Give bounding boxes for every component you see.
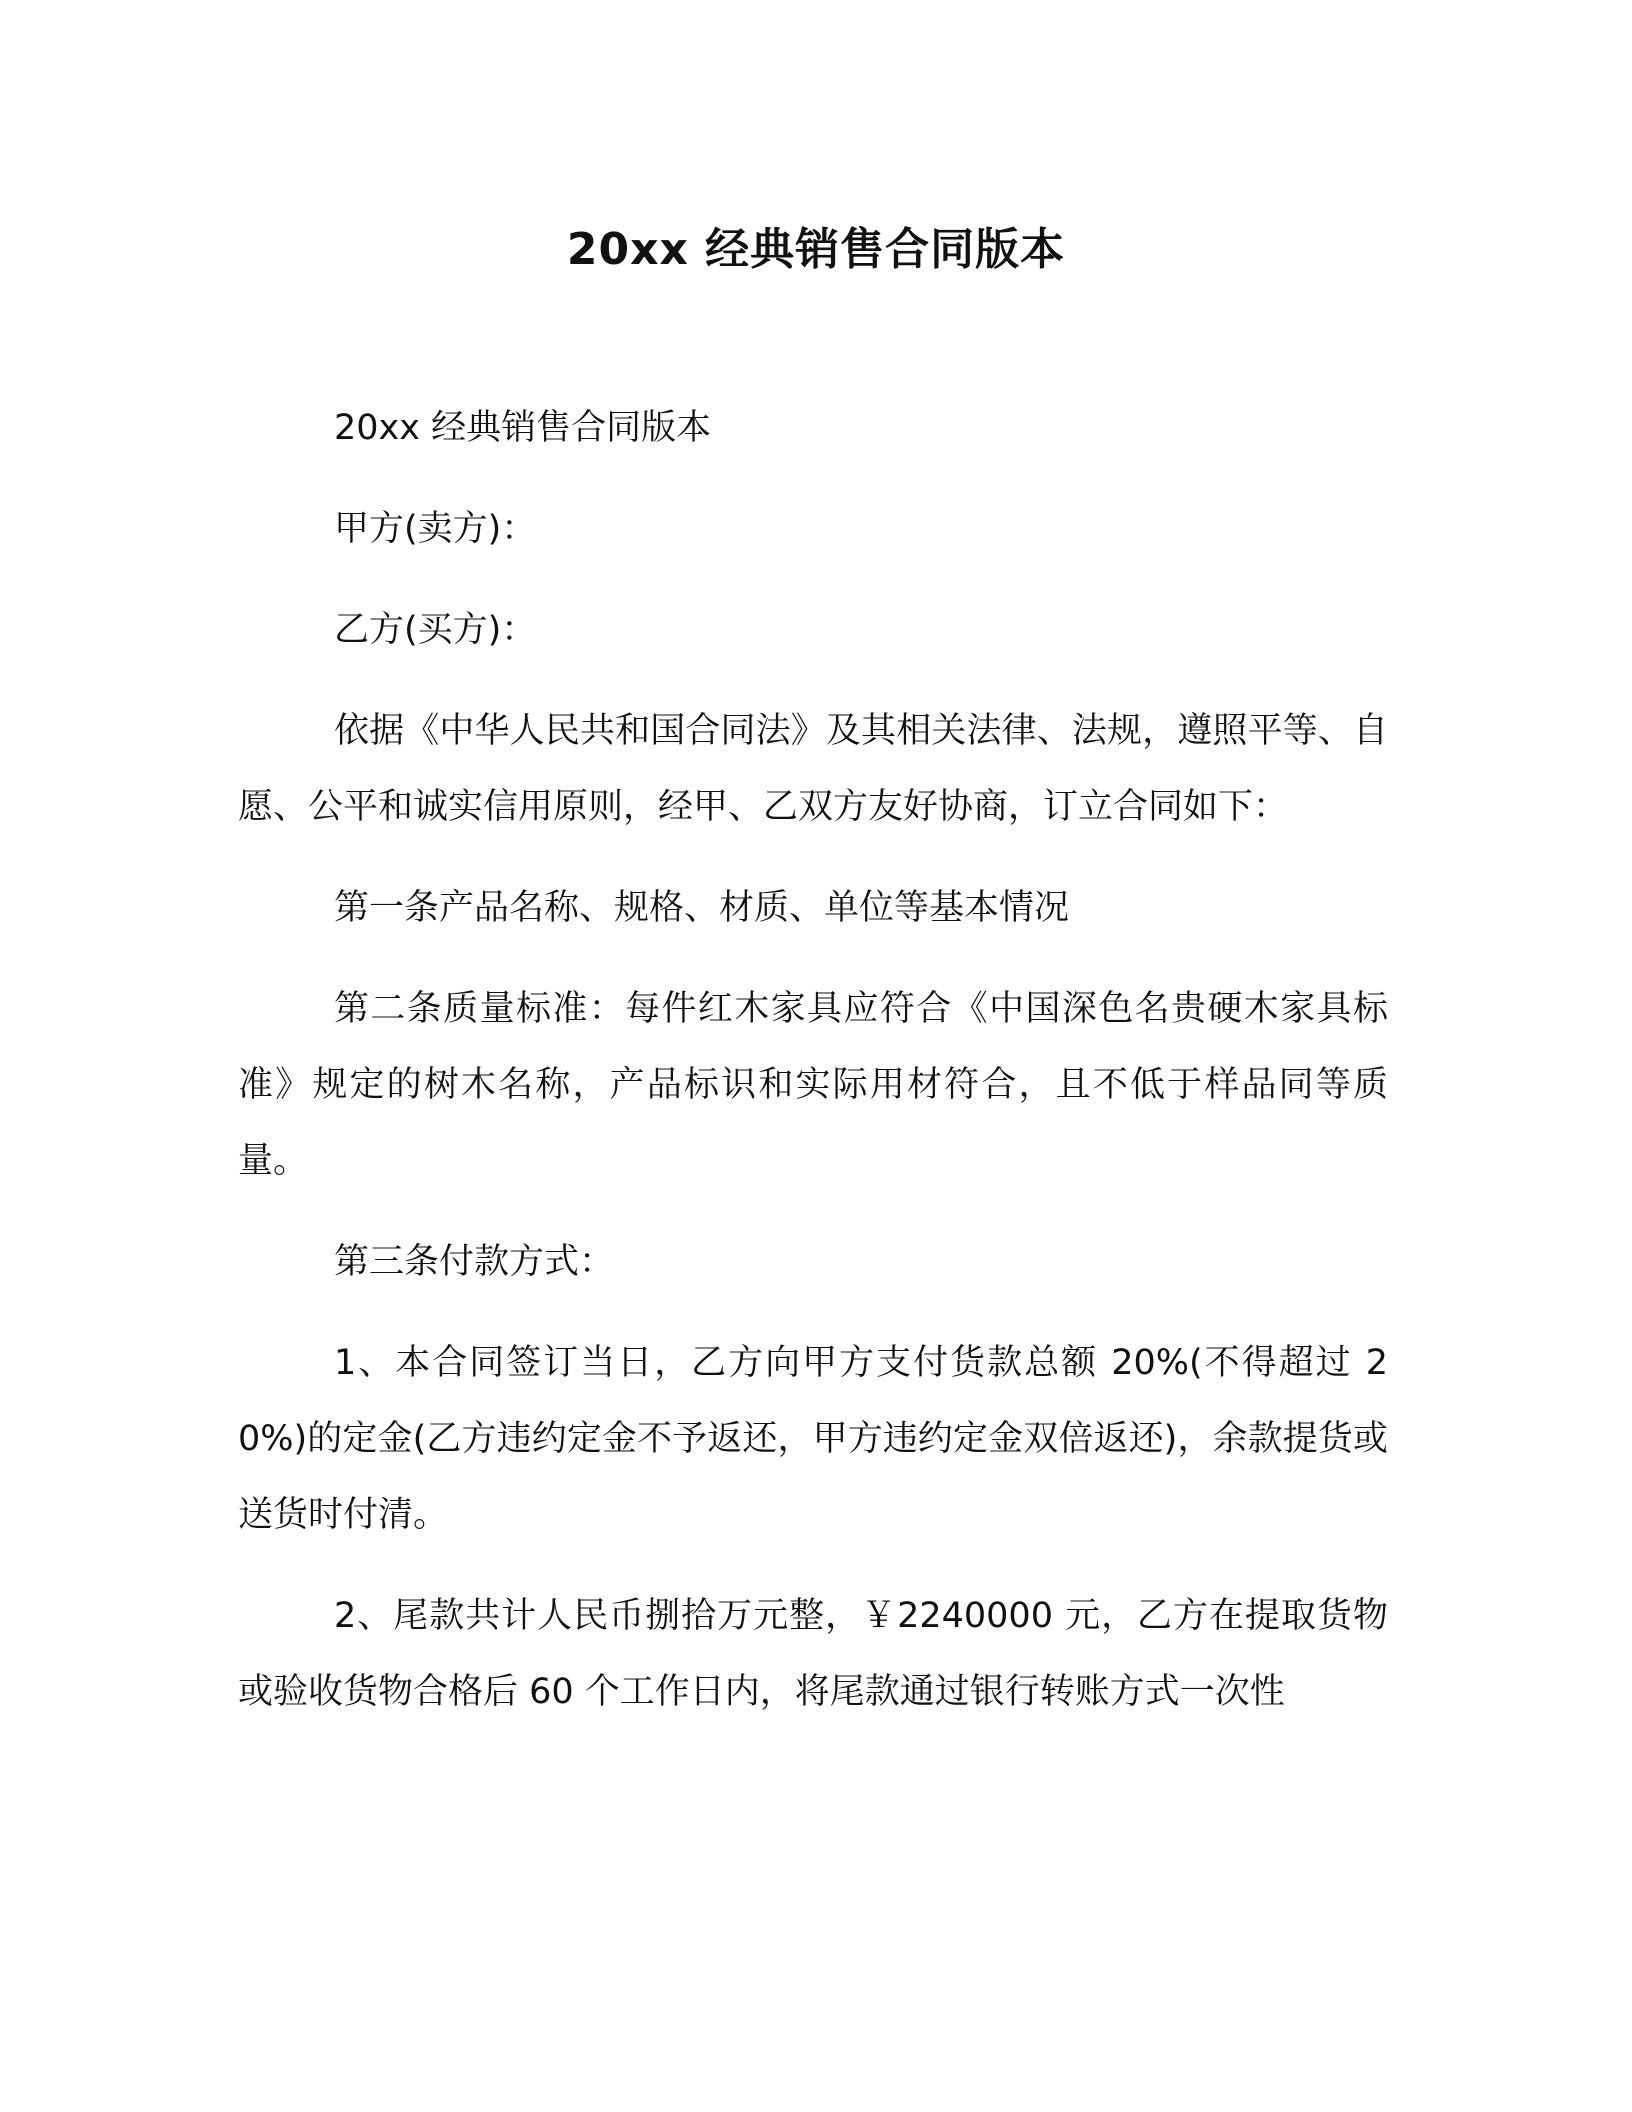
preamble-paragraph: 依据《中华人民共和国合同法》及其相关法律、法规，遵照平等、自愿、公平和诚实信用原则，经甲、乙双方友好协商，订立合同如下： xyxy=(238,711,1388,827)
document-title: 20xx 经典销售合同版本 xyxy=(566,224,1066,275)
payment-clause-2: 2、尾款共计人民币捌拾万元整，￥2240000 元，乙方在提取货物或验收货物合格后 60 个工作日内，将尾款通过银行转账方式一次性 xyxy=(238,1596,1388,1712)
article-1-paragraph: 第一条产品名称、规格、材质、单位等基本情况 xyxy=(334,888,1070,928)
party-b-line: 乙方(买方)： xyxy=(334,610,537,650)
article-3-heading: 第三条付款方式： xyxy=(334,1242,615,1282)
payment-clause-1: 1、本合同签订当日，乙方向甲方支付货款总额 20%(不得超过 20%)的定金(乙方违约定金不予返还，甲方违约定金双倍返还)，余款提货或送货时付清。 xyxy=(238,1343,1388,1535)
article-2-paragraph: 第二条质量标准：每件红木家具应符合《中国深色名贵硬木家具标准》规定的树木名称，产品标识和实际用材符合，且不低于样品同等质量。 xyxy=(238,989,1388,1181)
document-body xyxy=(238,390,1388,1755)
subtitle-paragraph: 20xx 经典销售合同版本 xyxy=(334,408,712,448)
party-a-line: 甲方(卖方)： xyxy=(334,509,537,549)
